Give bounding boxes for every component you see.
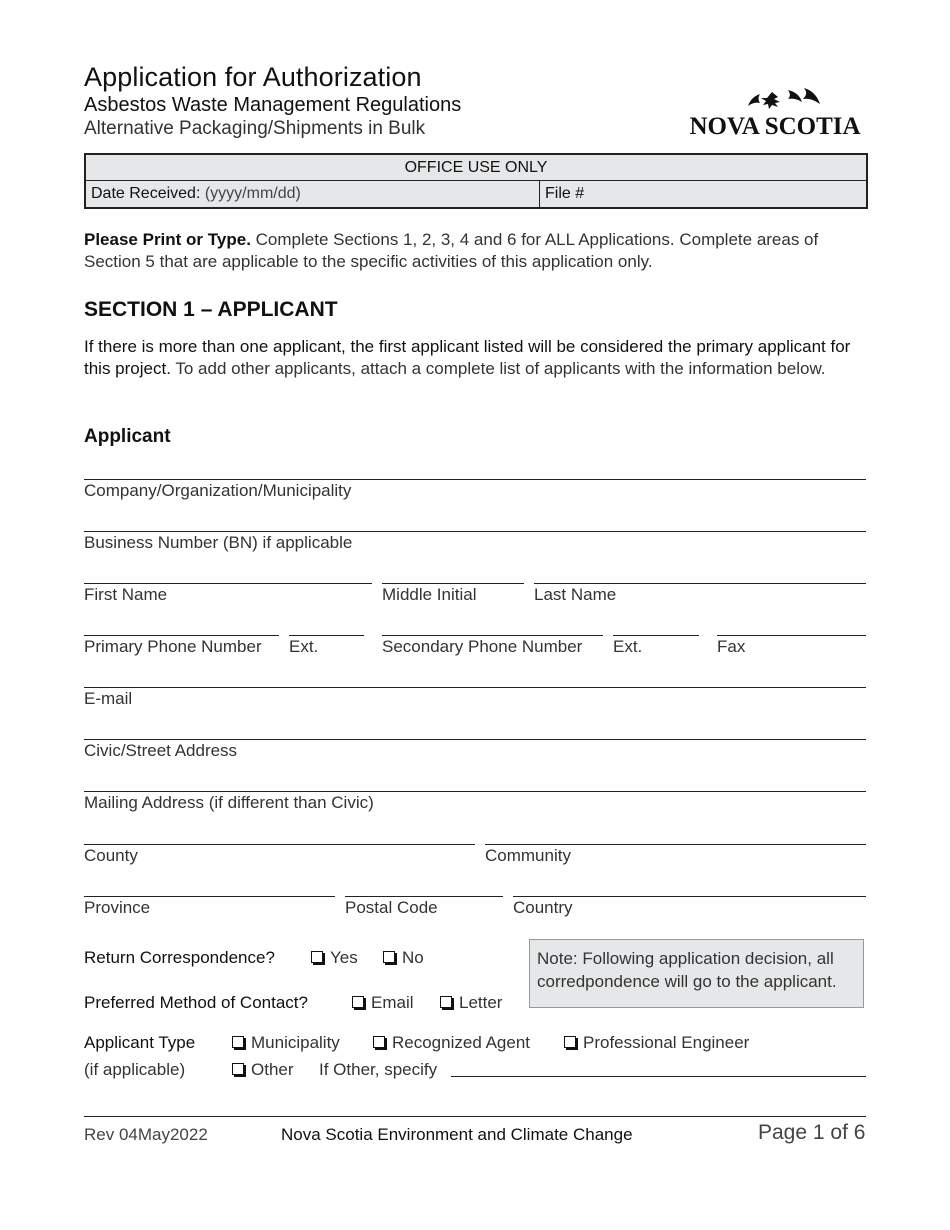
type-municipality-label: Municipality [251, 1033, 340, 1052]
postal-code-field[interactable] [345, 896, 503, 897]
other-specify-label: If Other, specify [319, 1060, 438, 1079]
return-yes-option[interactable] [311, 948, 358, 968]
mailing-address-field[interactable] [84, 791, 866, 792]
community-field[interactable] [485, 844, 866, 845]
secondary-phone-field[interactable] [382, 635, 603, 636]
contact-letter-option[interactable] [440, 993, 502, 1013]
applicant-type-label: Applicant Type [84, 1033, 196, 1052]
checkbox-icon[interactable] [440, 996, 452, 1008]
nova-scotia-logo [684, 86, 866, 140]
first-name-label: First Name [84, 585, 168, 604]
date-received-cell[interactable] [86, 181, 540, 207]
business-number-label: Business Number (BN) if applicable [84, 533, 353, 552]
page-number: Page 1 of 6 [758, 1121, 866, 1144]
secondary-ext-label: Ext. [613, 637, 643, 656]
fax-field[interactable] [717, 635, 866, 636]
section-1-heading: SECTION 1 – APPLICANT [84, 298, 338, 321]
instructions [84, 229, 874, 273]
revision-date: Rev 04May2022 [84, 1125, 208, 1144]
type-other-label: Other [251, 1060, 294, 1079]
file-number-label: File # [545, 185, 585, 202]
date-format-hint: (yyyy/mm/dd) [204, 185, 301, 202]
secondary-ext-field[interactable] [613, 635, 699, 636]
correspondence-note: Note: Following application decision, all corredpondence will go to the applicant. [529, 939, 864, 1008]
primary-ext-field[interactable] [289, 635, 364, 636]
checkbox-icon[interactable] [564, 1036, 576, 1048]
contact-email-option[interactable] [352, 993, 414, 1013]
instructions-text: Complete Sections 1, 2, 3, 4 and 6 for ALL Applications. Complete areas of Section 5 that are applicable to the specific activities of this application only. [84, 230, 819, 271]
checkbox-icon[interactable] [383, 951, 395, 963]
mailing-address-label: Mailing Address (if different than Civic) [84, 793, 374, 812]
civic-address-label: Civic/Street Address [84, 741, 238, 760]
preferred-contact-label: Preferred Method of Contact? [84, 993, 308, 1012]
contact-email-label: Email [371, 993, 414, 1012]
primary-phone-label: Primary Phone Number [84, 637, 262, 656]
checkbox-icon[interactable] [352, 996, 364, 1008]
fax-label: Fax [717, 637, 746, 656]
middle-initial-field[interactable] [382, 583, 524, 584]
postal-code-label: Postal Code [345, 898, 438, 917]
middle-initial-label: Middle Initial [382, 585, 477, 604]
secondary-phone-label: Secondary Phone Number [382, 637, 583, 656]
type-agent-option[interactable] [373, 1033, 530, 1053]
type-engineer-label: Professional Engineer [583, 1033, 750, 1052]
county-field[interactable] [84, 844, 475, 845]
other-specify-field[interactable] [451, 1076, 866, 1077]
primary-phone-field[interactable] [84, 635, 279, 636]
section-1-intro-secondary: To add other applicants, attach a complete list of applicants with the information below. [170, 359, 826, 378]
checkbox-icon[interactable] [311, 951, 323, 963]
province-field[interactable] [84, 896, 335, 897]
section-1-intro-primary: If there is more than one applicant, the first applicant listed will be considered the primary applicant for this project. [84, 337, 851, 378]
company-label: Company/Organization/Municipality [84, 481, 352, 500]
email-field[interactable] [84, 687, 866, 688]
civic-address-field[interactable] [84, 739, 866, 740]
first-name-field[interactable] [84, 583, 372, 584]
primary-ext-label: Ext. [289, 637, 319, 656]
checkbox-icon[interactable] [232, 1063, 244, 1075]
file-number-cell[interactable] [540, 181, 865, 207]
form-title: Application for Authorization [84, 62, 422, 92]
department-name: Nova Scotia Environment and Climate Change [281, 1125, 633, 1144]
footer-divider [84, 1116, 866, 1117]
community-label: Community [485, 846, 571, 865]
type-engineer-option[interactable] [564, 1033, 749, 1053]
type-agent-label: Recognized Agent [392, 1033, 530, 1052]
business-number-field[interactable] [84, 531, 866, 532]
applicant-heading: Applicant [84, 426, 171, 447]
type-other-option[interactable] [232, 1060, 294, 1080]
logo-wordmark: NOVA SCOTIA [689, 113, 861, 140]
return-no-label: No [402, 948, 424, 967]
section-1-intro [84, 336, 874, 380]
checkbox-icon[interactable] [232, 1036, 244, 1048]
return-correspondence-label: Return Correspondence? [84, 948, 275, 967]
last-name-label: Last Name [534, 585, 617, 604]
province-label: Province [84, 898, 151, 917]
return-yes-label: Yes [330, 948, 358, 967]
return-no-option[interactable] [383, 948, 424, 968]
type-municipality-option[interactable] [232, 1033, 340, 1053]
company-field[interactable] [84, 479, 866, 480]
email-label: E-mail [84, 689, 133, 708]
form-subtitle: Asbestos Waste Management Regulations [84, 94, 462, 116]
checkbox-icon[interactable] [373, 1036, 385, 1048]
office-use-table [84, 153, 868, 209]
instructions-bold: Please Print or Type. [84, 230, 251, 249]
date-received-label: Date Received: [91, 185, 201, 202]
applicant-type-sublabel: (if applicable) [84, 1060, 186, 1079]
country-field[interactable] [513, 896, 866, 897]
office-use-heading: OFFICE USE ONLY [86, 155, 866, 181]
last-name-field[interactable] [534, 583, 866, 584]
county-label: County [84, 846, 138, 865]
form-subtitle-secondary: Alternative Packaging/Shipments in Bulk [84, 118, 426, 139]
contact-letter-label: Letter [459, 993, 503, 1012]
country-label: Country [513, 898, 573, 917]
